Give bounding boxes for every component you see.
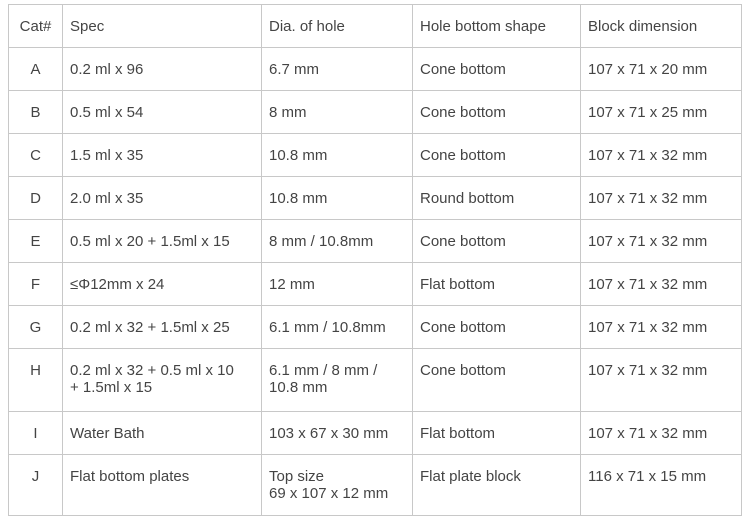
header-dia: Dia. of hole	[262, 5, 413, 48]
table-row	[9, 48, 742, 91]
cell-spec: Water Bath	[63, 412, 262, 455]
cell-dia: 8 mm	[262, 91, 413, 134]
cell-spec: Flat bottom plates	[63, 455, 262, 516]
header-shape: Hole bottom shape	[413, 5, 581, 48]
cell-cat: I	[9, 412, 63, 455]
cell-spec: 1.5 ml x 35	[63, 134, 262, 177]
cell-dim: 107 x 71 x 32 mm	[581, 412, 742, 455]
cell-dim: 107 x 71 x 20 mm	[581, 48, 742, 91]
cell-shape: Flat bottom	[413, 263, 581, 306]
cell-spec: 0.5 ml x 20 + 1.5ml x 15	[63, 220, 262, 263]
header-row	[9, 5, 742, 48]
table-row	[9, 306, 742, 349]
cell-spec: 0.5 ml x 54	[63, 91, 262, 134]
cell-shape: Round bottom	[413, 177, 581, 220]
cell-dia: 6.7 mm	[262, 48, 413, 91]
cell-dim: 107 x 71 x 32 mm	[581, 349, 742, 412]
table-row	[9, 91, 742, 134]
cell-shape: Cone bottom	[413, 220, 581, 263]
cell-cat: D	[9, 177, 63, 220]
cell-dim: 107 x 71 x 32 mm	[581, 134, 742, 177]
cell-shape: Cone bottom	[413, 134, 581, 177]
cell-cat: E	[9, 220, 63, 263]
header-cat: Cat#	[9, 5, 63, 48]
spec-table	[8, 4, 742, 516]
cell-shape: Flat plate block	[413, 455, 581, 516]
header-spec: Spec	[63, 5, 262, 48]
table-row	[9, 134, 742, 177]
cell-shape: Cone bottom	[413, 349, 581, 412]
cell-dia: 10.8 mm	[262, 134, 413, 177]
cell-dia: 10.8 mm	[262, 177, 413, 220]
cell-spec: 0.2 ml x 96	[63, 48, 262, 91]
cell-shape: Cone bottom	[413, 48, 581, 91]
cell-spec: 2.0 ml x 35	[63, 177, 262, 220]
cell-cat: C	[9, 134, 63, 177]
cell-dia: 6.1 mm / 8 mm / 10.8 mm	[262, 349, 413, 412]
cell-shape: Flat bottom	[413, 412, 581, 455]
cell-cat: G	[9, 306, 63, 349]
cell-spec: 0.2 ml x 32 + 0.5 ml x 10 + 1.5ml x 15	[63, 349, 262, 412]
cell-dim: 107 x 71 x 32 mm	[581, 220, 742, 263]
cell-dim: 116 x 71 x 15 mm	[581, 455, 742, 516]
cell-cat: J	[9, 455, 63, 516]
table-row	[9, 455, 742, 516]
cell-dia: 6.1 mm / 10.8mm	[262, 306, 413, 349]
header-dim: Block dimension	[581, 5, 742, 48]
cell-cat: F	[9, 263, 63, 306]
cell-cat: H	[9, 349, 63, 412]
cell-dia: Top size 69 x 107 x 12 mm	[262, 455, 413, 516]
cell-shape: Cone bottom	[413, 306, 581, 349]
cell-dia: 103 x 67 x 30 mm	[262, 412, 413, 455]
cell-dim: 107 x 71 x 32 mm	[581, 263, 742, 306]
cell-cat: B	[9, 91, 63, 134]
table-row	[9, 349, 742, 412]
cell-dim: 107 x 71 x 32 mm	[581, 177, 742, 220]
table-row	[9, 263, 742, 306]
table-row	[9, 220, 742, 263]
cell-cat: A	[9, 48, 63, 91]
cell-spec: 0.2 ml x 32 + 1.5ml x 25	[63, 306, 262, 349]
cell-shape: Cone bottom	[413, 91, 581, 134]
cell-dia: 8 mm / 10.8mm	[262, 220, 413, 263]
cell-dim: 107 x 71 x 25 mm	[581, 91, 742, 134]
cell-dia: 12 mm	[262, 263, 413, 306]
table-row	[9, 177, 742, 220]
cell-dim: 107 x 71 x 32 mm	[581, 306, 742, 349]
cell-spec: ≤Φ12mm x 24	[63, 263, 262, 306]
table-row	[9, 412, 742, 455]
